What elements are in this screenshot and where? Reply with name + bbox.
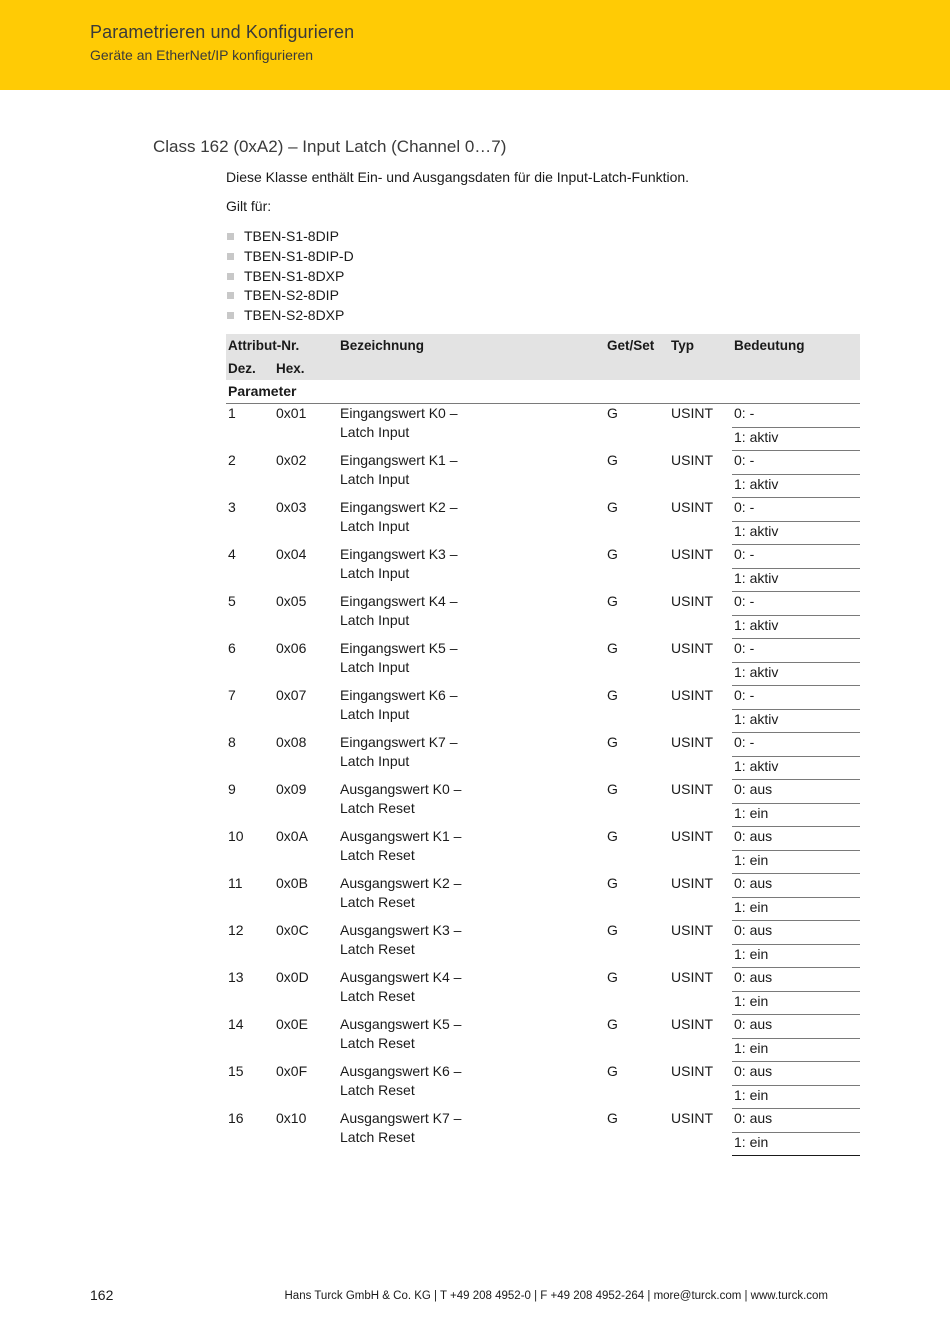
cell-bezeichnung	[338, 733, 605, 780]
cell-getset: G	[607, 1062, 618, 1079]
cell-typ: USINT	[671, 498, 713, 515]
cell-bedeutung-0: 0: aus	[732, 780, 860, 804]
bezeichnung-line1: Eingangswert K3 –	[340, 545, 458, 562]
footer-contact: Hans Turck GmbH & Co. KG | T +49 208 4952-0 | F +49 208 4952-264 | more@turck.com | www.turck.com	[284, 1290, 828, 1302]
cell-bedeutung-0: 0: -	[732, 498, 860, 522]
bezeichnung-line2: Latch Reset	[340, 987, 415, 1004]
cell-bezeichnung	[338, 968, 605, 1015]
attribute-table	[226, 334, 860, 1156]
cell-bezeichnung	[338, 404, 605, 451]
table-row	[226, 921, 860, 945]
cell-getset: G	[607, 451, 618, 468]
cell-dez: 12	[228, 921, 244, 938]
cell-bedeutung-0: 0: aus	[732, 968, 860, 992]
cell-getset: G	[607, 733, 618, 750]
cell-dez: 10	[228, 827, 244, 844]
cell-bedeutung-1: 1: ein	[732, 1133, 860, 1156]
device-name: TBEN-S1-8DXP	[244, 267, 345, 284]
bezeichnung-line2: Latch Reset	[340, 940, 415, 957]
cell-bedeutung-1: 1: ein	[732, 804, 860, 827]
table-row	[226, 1109, 860, 1133]
bezeichnung-line1: Ausgangswert K4 –	[340, 968, 462, 985]
cell-getset: G	[607, 592, 618, 609]
bezeichnung-line2: Latch Reset	[340, 799, 415, 816]
table-row	[226, 968, 860, 992]
device-name: TBEN-S2-8DIP	[244, 287, 339, 304]
cell-getset: G	[607, 780, 618, 797]
bezeichnung-line1: Ausgangswert K7 –	[340, 1109, 462, 1126]
table-header-row	[226, 334, 860, 357]
header-dez: Dez.	[226, 357, 274, 380]
cell-hex: 0x01	[276, 405, 307, 421]
cell-bezeichnung	[338, 1015, 605, 1062]
bezeichnung-line1: Eingangswert K6 –	[340, 686, 458, 703]
cell-hex: 0x0A	[276, 827, 308, 844]
cell-bedeutung-1: 1: ein	[732, 945, 860, 968]
cell-typ: USINT	[671, 1062, 713, 1079]
square-bullet-icon	[227, 273, 234, 280]
cell-bedeutung-1: 1: aktiv	[732, 757, 860, 780]
cell-bedeutung-1: 1: ein	[732, 1039, 860, 1062]
cell-bezeichnung	[338, 451, 605, 498]
cell-typ: USINT	[671, 592, 713, 609]
cell-bedeutung-1: 1: aktiv	[732, 616, 860, 639]
cell-typ: USINT	[671, 545, 713, 562]
cell-bezeichnung	[338, 874, 605, 921]
bezeichnung-line2: Latch Input	[340, 517, 410, 534]
table-row	[226, 498, 860, 522]
group-label: Parameter	[226, 380, 860, 404]
cell-typ: USINT	[671, 1015, 713, 1032]
cell-hex: 0x06	[276, 639, 307, 656]
square-bullet-icon	[227, 312, 234, 319]
table-row	[226, 733, 860, 757]
table-row	[226, 404, 860, 428]
bezeichnung-line2: Latch Input	[340, 564, 410, 581]
cell-hex: 0x03	[276, 498, 307, 515]
applies-label: Gilt für:	[226, 198, 272, 214]
header-hex: Hex.	[274, 357, 338, 380]
cell-bedeutung-1: 1: ein	[732, 851, 860, 874]
cell-bedeutung-1: 1: aktiv	[732, 428, 860, 451]
cell-getset: G	[607, 921, 618, 938]
table-row	[226, 827, 860, 851]
bezeichnung-line2: Latch Input	[340, 752, 410, 769]
bezeichnung-line1: Ausgangswert K6 –	[340, 1062, 462, 1079]
square-bullet-icon	[227, 253, 234, 260]
cell-typ: USINT	[671, 686, 713, 703]
cell-hex: 0x04	[276, 545, 307, 562]
bezeichnung-line2: Latch Input	[340, 424, 410, 440]
section-title: Class 162 (0xA2) – Input Latch (Channel 0…7)	[153, 137, 507, 156]
header-getset: Get/Set	[605, 334, 669, 357]
cell-hex: 0x10	[276, 1109, 307, 1126]
bezeichnung-line2: Latch Reset	[340, 893, 415, 910]
cell-bezeichnung	[338, 639, 605, 686]
cell-dez: 15	[228, 1062, 244, 1079]
bezeichnung-line1: Eingangswert K0 –	[340, 405, 458, 421]
cell-hex: 0x0B	[276, 874, 308, 891]
cell-bezeichnung	[338, 827, 605, 874]
cell-bezeichnung	[338, 686, 605, 733]
table-row	[226, 545, 860, 569]
cell-bedeutung-1: 1: ein	[732, 1086, 860, 1109]
table-row	[226, 780, 860, 804]
bezeichnung-line2: Latch Reset	[340, 846, 415, 863]
cell-dez: 5	[228, 592, 236, 609]
cell-getset: G	[607, 1015, 618, 1032]
cell-hex: 0x0C	[276, 921, 309, 938]
cell-bedeutung-0: 0: aus	[732, 827, 860, 851]
bezeichnung-line2: Latch Reset	[340, 1081, 415, 1098]
bezeichnung-line1: Eingangswert K5 –	[340, 639, 458, 656]
device-list	[226, 227, 354, 326]
cell-getset: G	[607, 498, 618, 515]
cell-getset: G	[607, 639, 618, 656]
cell-hex: 0x09	[276, 780, 307, 797]
cell-typ: USINT	[671, 405, 713, 421]
cell-getset: G	[607, 1109, 618, 1126]
cell-bezeichnung	[338, 1062, 605, 1109]
cell-bedeutung-1: 1: ein	[732, 898, 860, 921]
device-name: TBEN-S1-8DIP-D	[244, 247, 354, 264]
bezeichnung-line1: Ausgangswert K2 –	[340, 874, 462, 891]
bezeichnung-line1: Ausgangswert K5 –	[340, 1015, 462, 1032]
cell-hex: 0x0D	[276, 968, 309, 985]
cell-typ: USINT	[671, 874, 713, 891]
cell-bedeutung-1: 1: ein	[732, 992, 860, 1015]
cell-getset: G	[607, 686, 618, 703]
cell-getset: G	[607, 405, 618, 421]
cell-hex: 0x0F	[276, 1062, 308, 1079]
intro-text: Diese Klasse enthält Ein- und Ausgangsdaten für die Input-Latch-Funktion.	[226, 169, 690, 185]
cell-bedeutung-0: 0: aus	[732, 1062, 860, 1086]
square-bullet-icon	[227, 233, 234, 240]
bezeichnung-line2: Latch Input	[340, 470, 410, 487]
cell-dez: 6	[228, 639, 236, 656]
table-row	[226, 639, 860, 663]
bezeichnung-line1: Eingangswert K2 –	[340, 498, 458, 515]
cell-getset: G	[607, 827, 618, 844]
table-row	[226, 874, 860, 898]
cell-dez: 7	[228, 686, 236, 703]
cell-bedeutung-1: 1: aktiv	[732, 475, 860, 498]
cell-hex: 0x0E	[276, 1015, 308, 1032]
table-row	[226, 592, 860, 616]
cell-dez: 1	[228, 405, 236, 421]
cell-bedeutung-0: 0: -	[732, 404, 860, 428]
header-bezeichnung: Bezeichnung	[338, 334, 605, 357]
cell-bedeutung-0: 0: -	[732, 545, 860, 569]
bezeichnung-line2: Latch Input	[340, 705, 410, 722]
device-list-item	[226, 286, 354, 306]
cell-hex: 0x02	[276, 451, 307, 468]
bezeichnung-line1: Ausgangswert K0 –	[340, 780, 462, 797]
device-list-item	[226, 247, 354, 267]
bezeichnung-line1: Ausgangswert K3 –	[340, 921, 462, 938]
cell-bedeutung-0: 0: aus	[732, 874, 860, 898]
header-subtitle: Geräte an EtherNet/IP konfigurieren	[90, 47, 314, 63]
device-list-item	[226, 227, 354, 247]
device-list-item	[226, 267, 354, 287]
cell-typ: USINT	[671, 1109, 713, 1126]
cell-bezeichnung	[338, 592, 605, 639]
header-typ: Typ	[669, 334, 732, 357]
bezeichnung-line1: Ausgangswert K1 –	[340, 827, 462, 844]
table-row	[226, 686, 860, 710]
square-bullet-icon	[227, 292, 234, 299]
cell-dez: 8	[228, 733, 236, 750]
cell-hex: 0x05	[276, 592, 307, 609]
cell-bedeutung-0: 0: -	[732, 592, 860, 616]
cell-hex: 0x07	[276, 686, 307, 703]
bezeichnung-line2: Latch Reset	[340, 1034, 415, 1051]
header-attribut-nr: Attribut-Nr.	[226, 334, 338, 357]
cell-bedeutung-1: 1: aktiv	[732, 522, 860, 545]
bezeichnung-line2: Latch Reset	[340, 1128, 415, 1145]
bezeichnung-line1: Eingangswert K1 –	[340, 451, 458, 468]
group-row-parameter	[226, 380, 860, 404]
header-title: Parametrieren und Konfigurieren	[90, 22, 355, 42]
cell-typ: USINT	[671, 451, 713, 468]
cell-typ: USINT	[671, 921, 713, 938]
cell-dez: 2	[228, 451, 236, 468]
cell-getset: G	[607, 874, 618, 891]
cell-bedeutung-0: 0: aus	[732, 1109, 860, 1133]
bezeichnung-line2: Latch Input	[340, 611, 410, 628]
device-list-item	[226, 306, 354, 326]
header-band	[0, 0, 950, 90]
cell-bezeichnung	[338, 1109, 605, 1156]
cell-bedeutung-0: 0: -	[732, 686, 860, 710]
cell-dez: 3	[228, 498, 236, 515]
device-name: TBEN-S2-8DXP	[244, 307, 345, 324]
cell-dez: 13	[228, 968, 244, 985]
cell-bedeutung-1: 1: aktiv	[732, 569, 860, 592]
cell-typ: USINT	[671, 780, 713, 797]
cell-getset: G	[607, 545, 618, 562]
cell-dez: 4	[228, 545, 236, 562]
cell-typ: USINT	[671, 639, 713, 656]
cell-bezeichnung	[338, 545, 605, 592]
cell-bedeutung-0: 0: aus	[732, 921, 860, 945]
bezeichnung-line2: Latch Input	[340, 658, 410, 675]
device-name: TBEN-S1-8DIP	[244, 228, 339, 244]
table-subheader-row	[226, 357, 860, 380]
cell-typ: USINT	[671, 968, 713, 985]
bezeichnung-line1: Eingangswert K4 –	[340, 592, 458, 609]
cell-bedeutung-0: 0: -	[732, 451, 860, 475]
cell-bedeutung-1: 1: aktiv	[732, 663, 860, 686]
page-number: 162	[90, 1287, 114, 1303]
cell-bezeichnung	[338, 780, 605, 827]
cell-dez: 16	[228, 1109, 244, 1126]
cell-dez: 14	[228, 1015, 244, 1032]
cell-bezeichnung	[338, 498, 605, 545]
cell-getset: G	[607, 968, 618, 985]
cell-hex: 0x08	[276, 733, 307, 750]
cell-typ: USINT	[671, 733, 713, 750]
cell-dez: 11	[228, 874, 243, 891]
table-row	[226, 1015, 860, 1039]
cell-bezeichnung	[338, 921, 605, 968]
header-bedeutung: Bedeutung	[732, 334, 860, 357]
table-row	[226, 1062, 860, 1086]
cell-bedeutung-1: 1: aktiv	[732, 710, 860, 733]
cell-dez: 9	[228, 780, 236, 797]
table-row	[226, 451, 860, 475]
cell-bedeutung-0: 0: -	[732, 733, 860, 757]
cell-bedeutung-0: 0: aus	[732, 1015, 860, 1039]
cell-typ: USINT	[671, 827, 713, 844]
bezeichnung-line1: Eingangswert K7 –	[340, 733, 458, 750]
cell-bedeutung-0: 0: -	[732, 639, 860, 663]
